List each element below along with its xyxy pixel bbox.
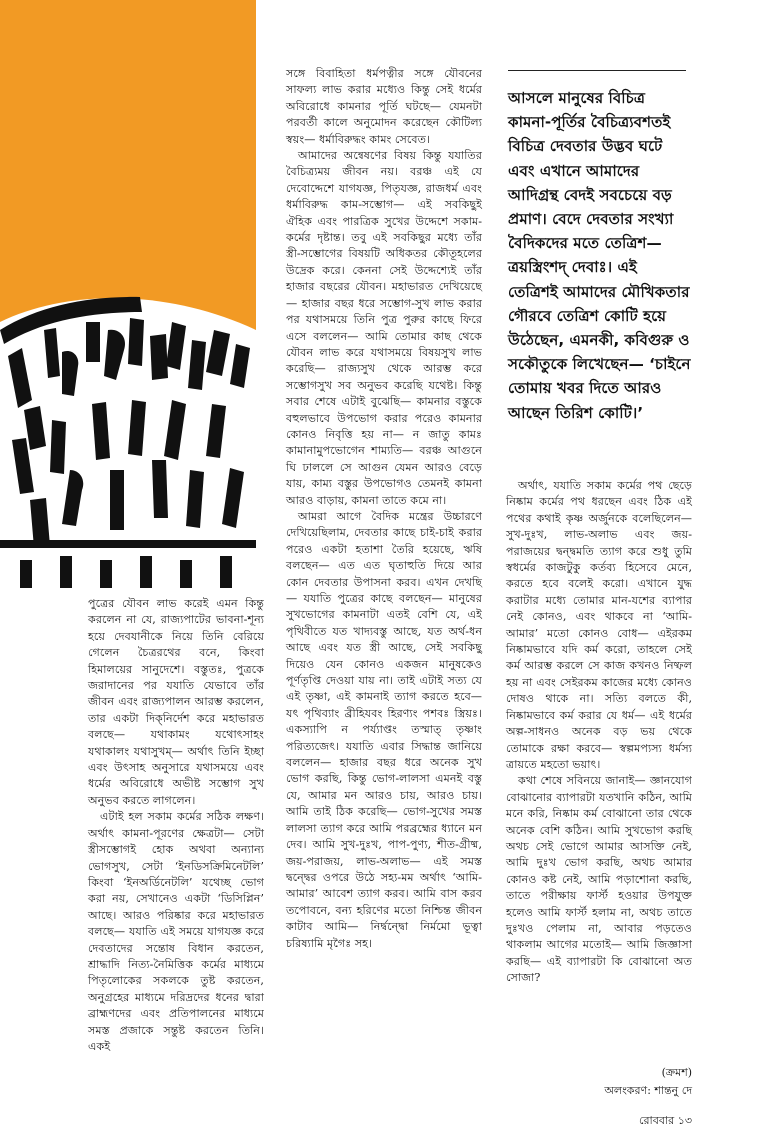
article-column-right [506,478,692,987]
article-paragraph: আমাদের অন্বেষণের বিষয় কিন্তু যযাতির বৈচিত্র্যময় জীবন নয়। বরঞ্চ এই যে দেবোদ্দেশে যাগযজ্ঞ, পিতৃযজ্ঞ, রাজধর্ম এবং ধর্মাবিরুদ্ধ কাম-সম্ভোগ— এই সবকিছুই ঐহিক এবং পারত্রিক সুখের উদ্দেশে সকাম-কর্মের দৃষ্টান্ত। তবু এই সবকিছুর মধ্যে তাঁর স্ত্রী-সম্ভোগের বিষয়টি অধিকতর কৌতূহলের উদ্রেক করে। কেননা সেই উদ্দেশ্যেই তাঁর হাজার বছরের যৌবন। মহাভারত দেখিয়েছে— হাজার বছর ধরে সম্ভোগ-সুখ লাভ করার পর যথাসময়ে তিনি পুত্র পুরুর কাছে ফিরে এসে বললেন— আমি তোমার কাছ থেকে যৌবন লাভ করে যথাসময়ে বিষয়সুখ লাভ করেছি— রাজ্যসুখ থেকে আরম্ভ করে সম্ভোগসুখ সব অনুভব করেছি যথেষ্ট। কিন্তু সবার শেষে এটাই বুঝেছি— কামনার বস্তুকে বহুলভাবে উপভোগ করার পরেও কামনার কোনও নিবৃত্তি হয় না— ন জাতু কামঃ কামানামুপভোগেন শাম্যতি— বরঞ্চ আগুনে ঘি ঢাললে সে আগুন যেমন আরও বেড়ে যায়, কাম্য বস্তুর উপভোগও তেমনই কামনা আরও বাড়ায়, কামনা তাতে কমে না। [286,149,482,507]
article-paragraph: অর্থাৎ, যযাতি সকাম কর্মের পথ ছেড়ে নিষ্কাম কর্মের পথ ধরছেন এবং ঠিক এই পথের কথাই কৃষ্ণ অর্জুনকে বলেছিলেন— সুখ-দুঃখ, লাভ-অলাভ এবং জয়-পরাজয়ের দ্বন্দ্বমতি ত্যাগ করে শুধু তুমি স্বধর্মের কাজটুকু কর্তব্য হিসেবে মেনে, করতে হবে বলেই করো। এখানে যুদ্ধ করাটার মধ্যে তোমার মান-যশের ব্যাপার নেই কোনও, এবং থাকবে না ‘আমি-আমার’ মতো কোনও বোধ— এইরকম নিষ্কামভাবে যদি কর্ম করো, তাহলে সেই কর্ম আরম্ভ করলে সে কাজ কখনও নিষ্ফল হয় না এবং সেইরকম কাজের মধ্যে কোনও দোষও থাকে না। সত্যি বলতে কী, নিষ্কামভাবে কর্ম করার যে ধর্ম— এই ধর্মের অল্প-সাধনও অনেক বড় ভয় থেকে তোমাকে রক্ষা করবে— স্বল্পমপ্যস্য ধর্মস্য ত্রায়তে মহতো ভয়াৎ। [506,479,692,771]
pullquote-divider [508,70,686,71]
article-paragraph: সঙ্গে বিবাহিতা ধর্মপত্নীর সঙ্গে যৌবনের সাফল্য লাভ করার মধ্যেও কিন্তু সেই ধর্মের অবিরোধে কামনার পূর্তি ঘটছে— যেমনটা পরবর্তী কালে অনুমোদন করেছেন কৌটিল্য স্বয়ং— ধর্মাবিরুদ্ধং কামং সেবেত। [286,67,482,146]
article-paragraph: এটাই হল সকাম কর্মের সঠিক লক্ষণ। অর্থাৎ কামনা-পূরণের ক্ষেত্রটা— সেটা স্ত্রীসম্ভোগই হোক অথবা অন্যান্য ভোগসুখ, সেটা ‘ইনডিসক্রিমিনেটলি’ কিংবা ‘ইনঅর্ডিনেটলি’ যথেচ্ছ ভোগ করা নয়, সেখানেও একটা ‘ডিসিপ্লিন’ আছে। আরও পরিষ্কার করে মহাভারত বলছে— যযাতি এই সময়ে যাগযজ্ঞ করে দেবতাদের সন্তোষ বিধান করতেন, শ্রাদ্ধাদি নিত্য-নৈমিত্তিক কর্মের মাধ্যমে পিতৃলোকের সকলকে তুষ্ট করতেন, অনুগ্রহের মাধ্যমে দরিদ্রদের ধনের দ্বারা ব্রাহ্মণদের এবং প্রতিপালনের মাধ্যমে সমস্ত প্রজাকে সন্তুষ্ট করতেন তিনি। একই [88,810,264,1053]
article-column-left [88,596,264,1055]
illustration-credit: অলংকরণ: শান্তনু দে [604,1084,692,1097]
article-paragraph: আমরা আগে বৈদিক মন্ত্রের উচ্চারণে দেখিয়েছিলাম, দেবতার কাছে চাই-চাই করার পরেও একটা হতাশা তৈরি হয়েছে, ঋষি বলছেন— এত এত ঘৃতাহুতি দিয়ে আর কোন দেবতার উপাসনা করব। এখন দেখছি— যযাতি পুত্রের কাছে বলছেন— মানুষের সুখভোগের কামনাটা এতই বেশি যে, এই পৃথিবীতে যত খাদ্যবস্তু আছে, যত অর্থ-ধন আছে এবং যত স্ত্রী আছে, সেই সবকিছু দিয়েও যেন কোনও একজন মানুষকেও পূর্ণতৃপ্তি দেওয়া যায় না। তাই এটাই সত্য যে এই তৃষ্ণা, এই কামনাই ত্যাগ করতে হবে— যৎ পৃথিব্যাং ব্রীহিযবং হিরণ্যং পশবঃ স্ত্রিয়ঃ। একস্যাপি ন পর্য্যাপ্তং তস্মাত্‌ তৃষ্ণাং পরিত্যজেৎ। যযাতি এবার সিদ্ধান্ত জানিয়ে বললেন— হাজার বছর ধরে অনেক সুখ ভোগ করছি, কিন্তু ভোগ-লালসা এমনই বস্তু যে, আমার মন আরও চায়, আরও চায়। আমি তাই ঠিক করেছি— ভোগ-সুখের সমস্ত লালসা ত্যাগ করে আমি পরব্রহ্মের ধ্যানে মন দেব। আমি সুখ-দুঃখ, পাপ-পুণ্য, শীত-গ্রীষ্ম, জয়-পরাজয়, লাভ-অলাভ— এই সমস্ত দ্বন্দ্বের ওপরে উঠে সহ্য-মম অর্থাৎ ‘আমি-আমার’ আবেশ ত্যাগ করব। আমি বাস করব তপোবনে, বন্য হরিণের মতো নিশ্চিন্ত জীবন কাটাব আমি— নির্দ্বন্দ্বো নির্মমো ভূত্বা চরিষ্যামি মৃগৈঃ সহ। [286,509,482,950]
article-column-middle [286,66,482,952]
page-folio: রোববার ১৩ [639,1114,692,1127]
decorative-illustration [0,0,256,592]
to-be-continued-note: (ক্রমশ) [661,1066,692,1079]
article-paragraph: পুত্রের যৌবন লাভ করেই এমন কিন্তু করলেন না যে, রাজ্যপাটের ভাবনা-শূন্য হয়ে দেবযানীকে নিয়ে তিনি বেরিয়ে গেলেন চৈত্ররথের বনে, কিংবা হিমালয়ের সানুদেশে। বস্তুতঃ, পুত্রকে জরাদানের পর যযাতি যেভাবে তাঁর জীবন এবং রাজ্যপালন আরম্ভ করলেন, তার একটা দিক্‌নির্দেশ করে মহাভারত বলছে— যথাকামং যথোৎসাহং যথাকালং যথাসুখম্— অর্থাৎ তিনি ইচ্ছা এবং উৎসাহ অনুসারে যথাসময়ে এবং ধর্মের অবিরোধে অভীষ্ট সম্ভোগ সুখ অনুভব করতে লাগলেন। [88,597,264,807]
article-paragraph: কথা শেষে সবিনয়ে জানাই— জ্ঞানযোগ বোঝানোর ব্যাপারটা যতখানি কঠিন, আমি মনে করি, নিষ্কাম কর্ম বোঝানো তার থেকে অনেক বেশি কঠিন। আমি সুখভোগ করছি অথচ সেই ভোগে আমার আসক্তি নেই, আমি দুঃখ ভোগ করছি, অথচ আমার কোনও কষ্ট নেই, আমি পড়াশোনা করছি, তাতে পরীক্ষায় ফার্স্ট হওয়ার উপযুক্ত হলেও আমি ফার্স্ট হলাম না, অথচ তাতে দুঃখও পেলাম না, আবার পড়তেও থাকলাম আগের মতোই— আমি জিজ্ঞাসা করছি— এই ব্যাপারটা কি বোঝানো অত সোজা? [506,774,692,985]
pull-quote: আসলে মানুষের বিচিত্র কামনা-পূর্তির বৈচিত্র্যবশতই বিচিত্র দেবতার উদ্ভব ঘটে এবং এখানে আমাদের আদিগ্রন্থ বেদই সবচেয়ে বড় প্রমাণ। বেদে দেবতার সংখ্যা বৈদিকদের মতে তেত্রিশ— ত্রয়স্ত্রিংশদ্‌ দেবাঃ। এই তেত্রিশই আমাদের মৌখিকতার গৌরবে তেত্রিশ কোটি হয়ে উঠেছেন, এমনকী, কবিগুরু ও সকৌতুকে লিখেছেন— ‘চাইনে তোমায় খবর দিতে আরও আছেন তিরিশ কোটি।’ [508,89,691,422]
woodcut-pattern [0,0,256,592]
